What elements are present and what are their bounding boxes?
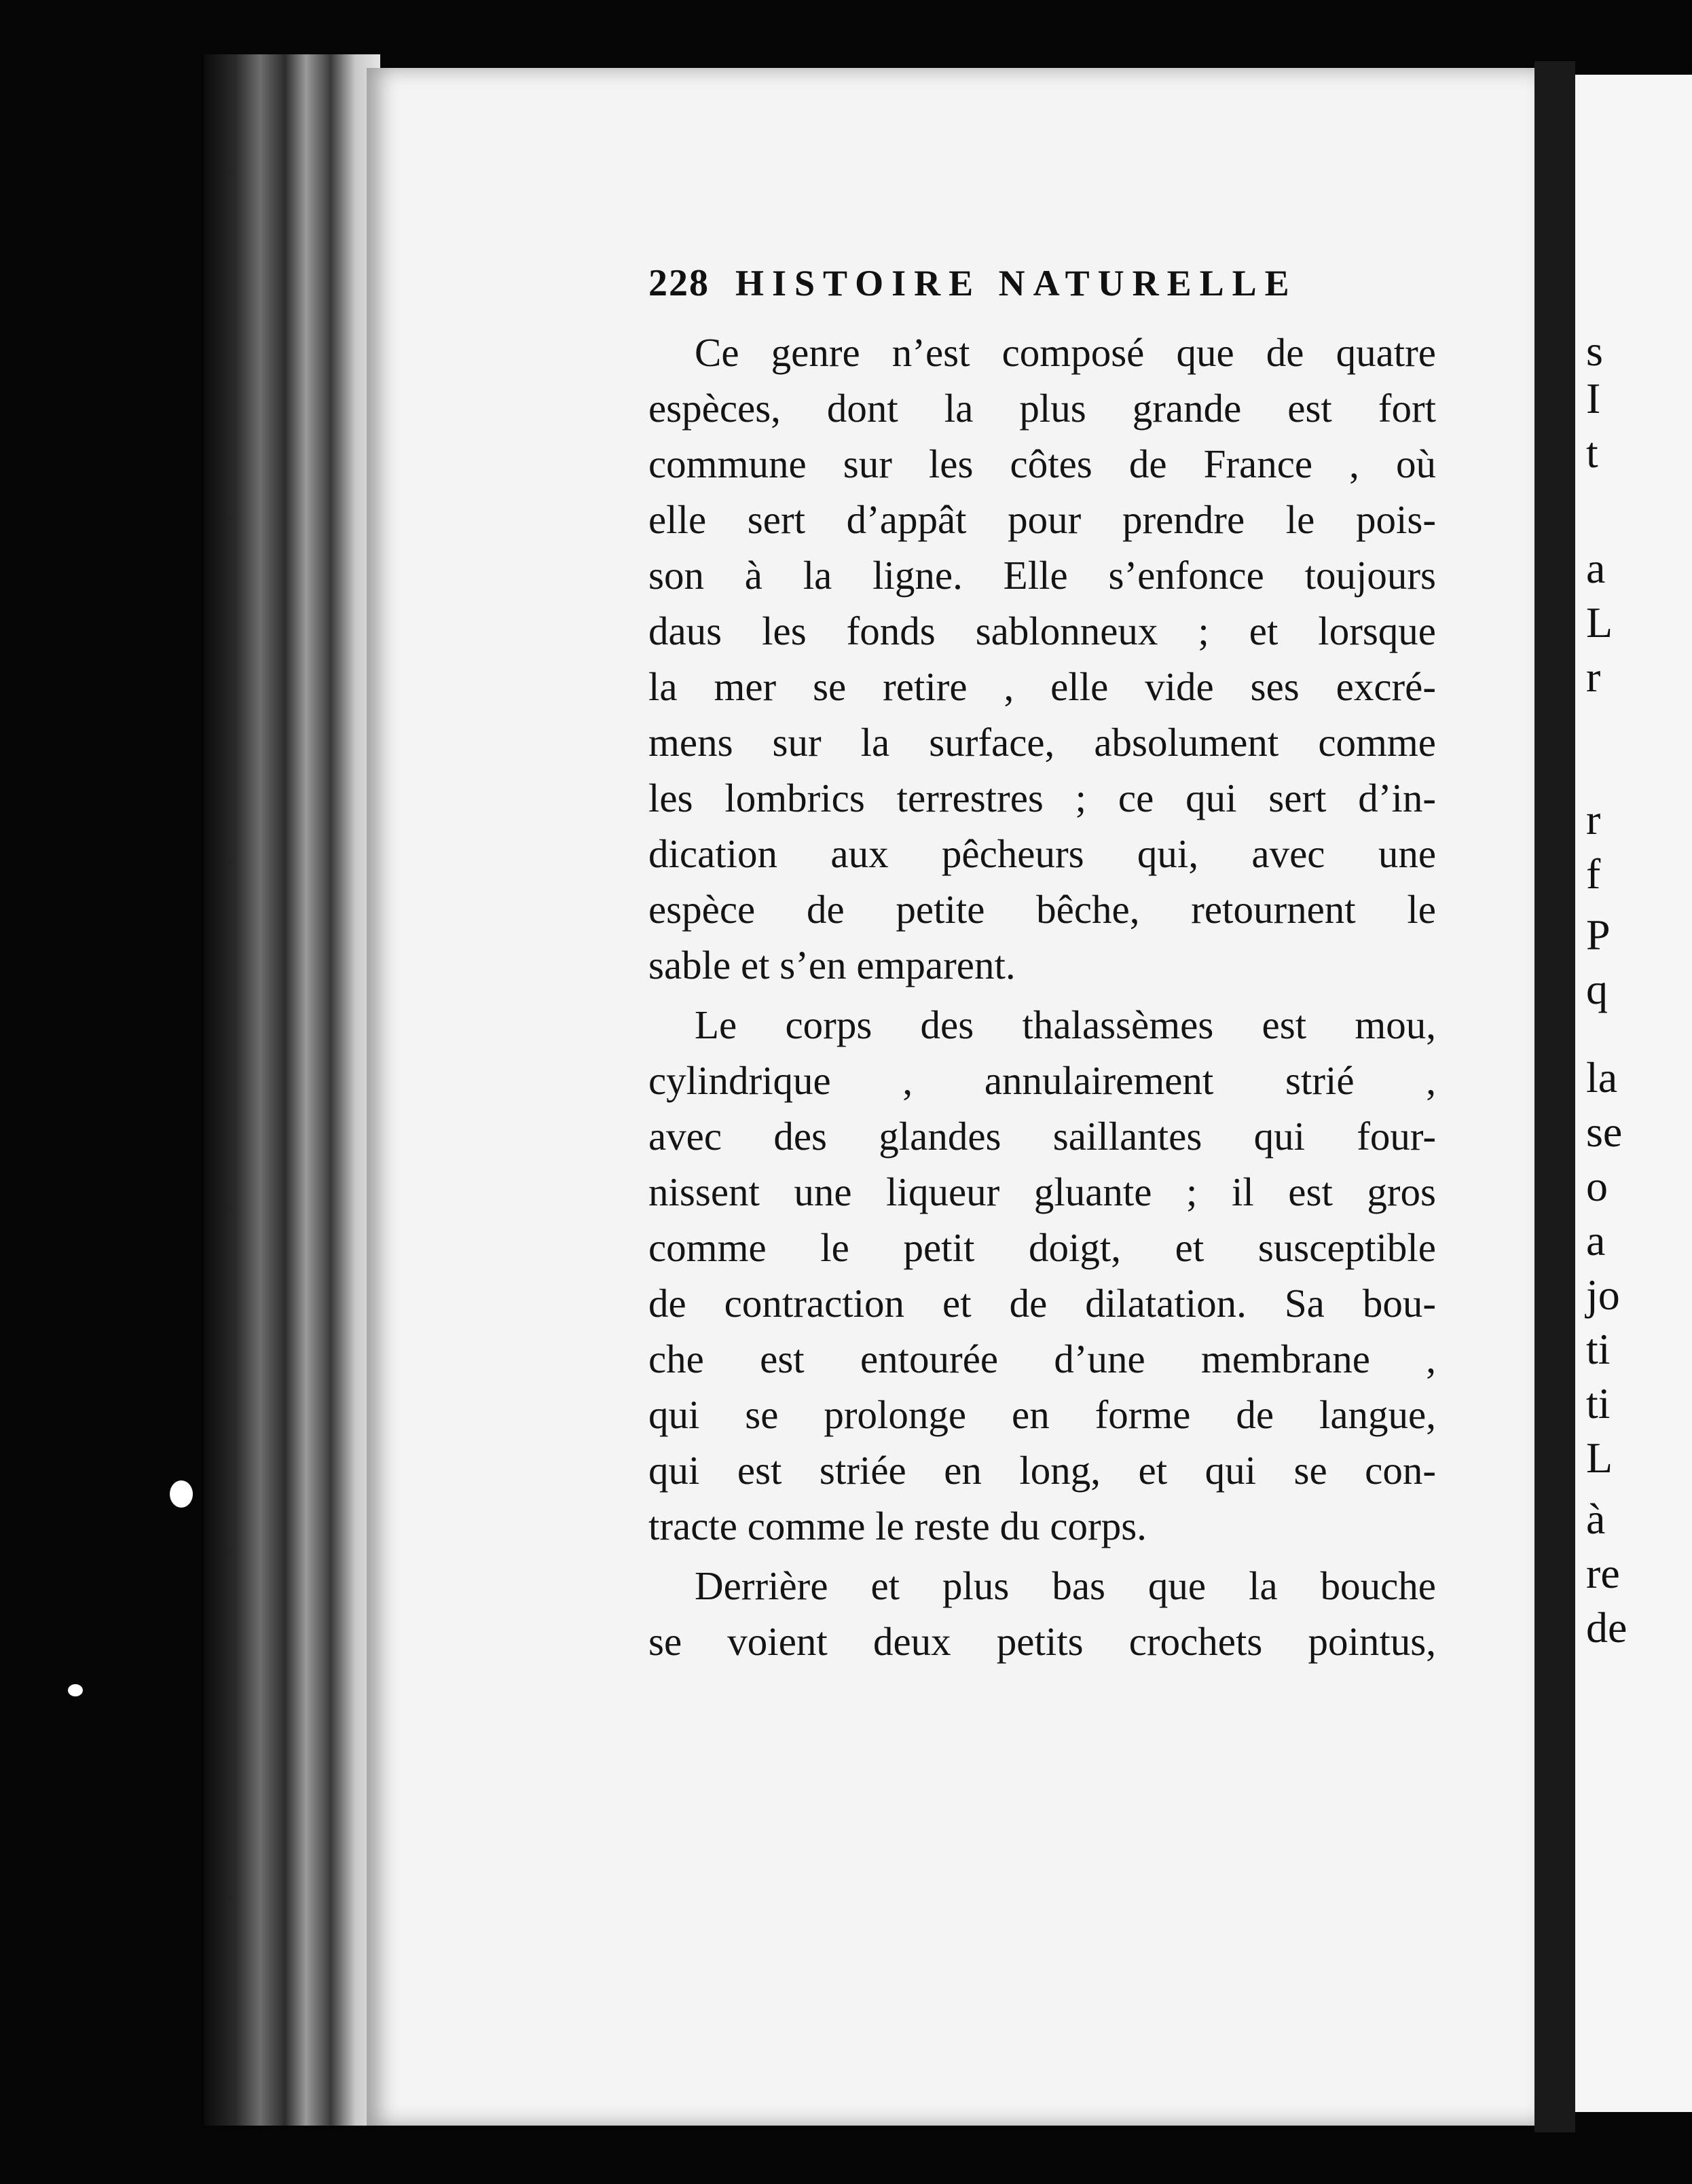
next-page-fragment: L (1586, 1434, 1613, 1482)
next-page-edge (1575, 75, 1692, 2112)
text-line: de contraction et de dilatation. Sa bou- (648, 1281, 1436, 1326)
next-page-fragment: a (1586, 544, 1606, 592)
page-number: 228 (648, 262, 710, 304)
text-line: mens sur la surface, absolument comme (648, 720, 1436, 765)
text-line: Derrière et plus bas que la bouche (695, 1563, 1436, 1608)
text-line: elle sert d’appât pour prendre le pois- (648, 497, 1436, 542)
text-line: Le corps des thalassèmes est mou, (695, 1002, 1436, 1047)
next-page-fragment: se (1586, 1108, 1623, 1156)
text-line: comme le petit doigt, et susceptible (648, 1225, 1436, 1270)
text-line: nissent une liqueur gluante ; il est gros (648, 1169, 1436, 1214)
text-line: che est entourée d’une membrane , (648, 1336, 1436, 1381)
next-page-fragment: de (1586, 1603, 1627, 1652)
next-page-fragment: ti (1586, 1379, 1611, 1427)
text-line: daus les fonds sablonneux ; et lorsque (648, 608, 1436, 653)
next-page-fragment: t (1586, 429, 1598, 477)
next-page-fragment: o (1586, 1162, 1608, 1210)
running-header (648, 261, 1334, 305)
paragraph (648, 997, 1436, 1554)
next-page-fragment: s (1586, 327, 1603, 375)
next-page-fragment: a (1586, 1216, 1606, 1264)
text-line: la mer se retire , elle vide ses excré- (648, 664, 1436, 709)
page-gutter (1534, 61, 1575, 2132)
running-title: HISTOIRE NATURELLE (735, 263, 1298, 304)
text-line: cylindrique , annulairement strié , (648, 1058, 1436, 1103)
paragraph (648, 1558, 1436, 1669)
text-line: dication aux pêcheurs qui, avec une (648, 831, 1436, 876)
book-binding-edge (204, 54, 380, 2126)
text-line: tracte comme le reste du corps. (648, 1504, 1147, 1548)
next-page-fragment: r (1586, 795, 1601, 843)
text-line: Ce genre n’est composé que de quatre (695, 330, 1436, 375)
next-page-fragment: P (1586, 911, 1611, 959)
scan-speck (170, 1480, 193, 1508)
text-line: espèces, dont la plus grande est fort (648, 386, 1436, 431)
next-page-fragment: jo (1586, 1271, 1620, 1319)
text-line: son à la ligne. Elle s’enfonce toujours (648, 553, 1436, 598)
next-page-fragment: L (1586, 598, 1613, 647)
text-line: commune sur les côtes de France , où (648, 441, 1436, 486)
next-page-fragment: à (1586, 1495, 1606, 1543)
text-line: avec des glandes saillantes qui four- (648, 1114, 1436, 1159)
text-line: espèce de petite bêche, retournent le (648, 887, 1436, 932)
next-page-fragment: f (1586, 850, 1601, 898)
text-line: les lombrics terrestres ; ce qui sert d’in- (648, 776, 1436, 820)
scan-speck (68, 1684, 83, 1696)
next-page-fragment: ti (1586, 1325, 1611, 1373)
next-page-fragment: la (1586, 1053, 1618, 1102)
paragraph (648, 325, 1436, 993)
text-line: qui est striée en long, et qui se con- (648, 1448, 1436, 1493)
next-page-fragment: re (1586, 1549, 1620, 1597)
text-line: sable et s’en emparent. (648, 943, 1016, 987)
next-page-fragment: q (1586, 965, 1608, 1013)
body-text (648, 325, 1436, 1669)
next-page-fragment: r (1586, 653, 1601, 701)
next-page-fragment: I (1586, 374, 1601, 422)
text-line: qui se prolonge en forme de langue, (648, 1392, 1436, 1437)
text-line: se voient deux petits crochets pointus, (648, 1619, 1436, 1664)
